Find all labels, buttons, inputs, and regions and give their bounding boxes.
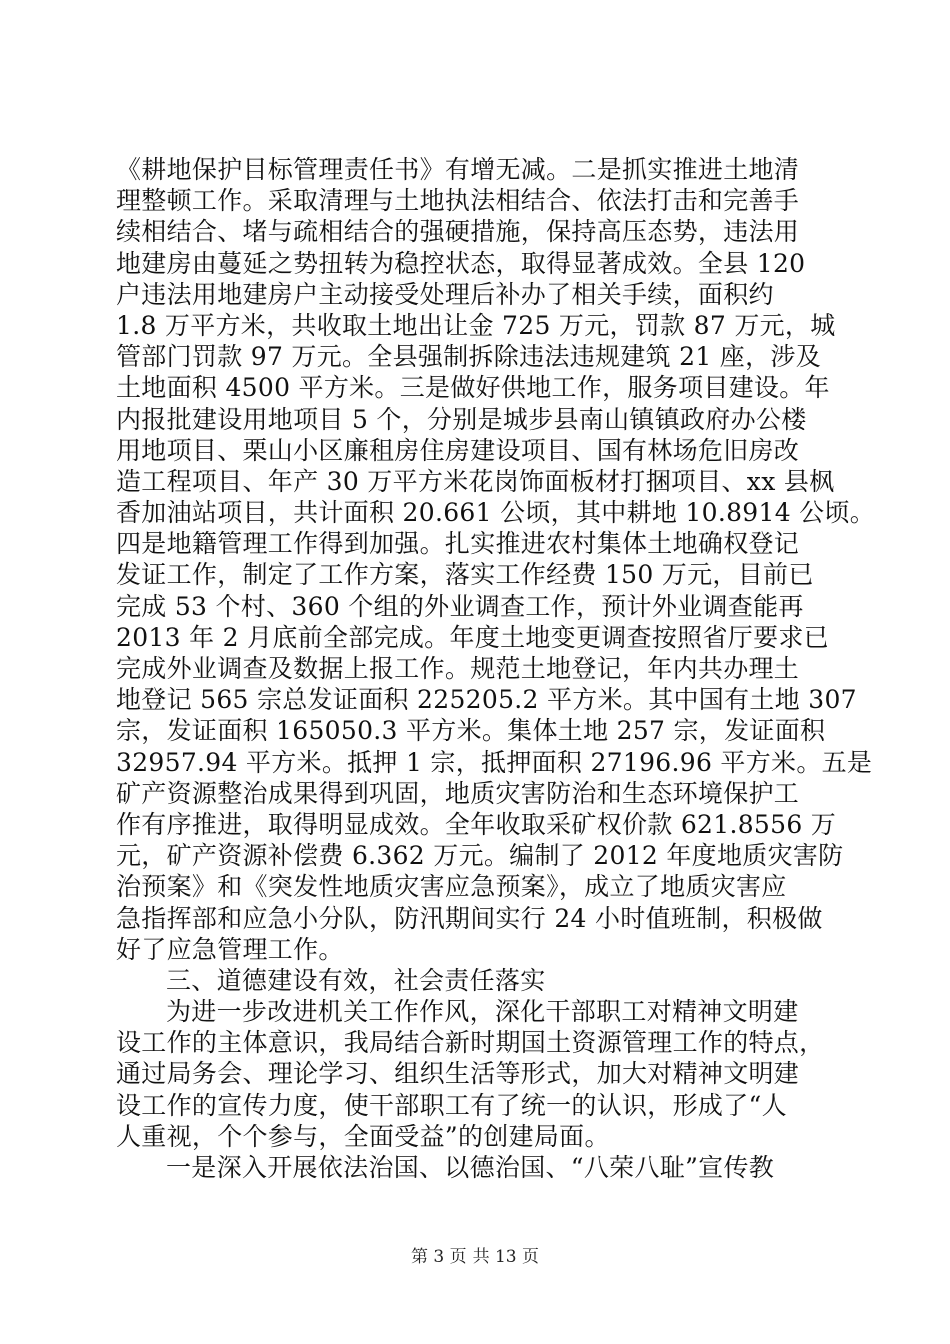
text-line: 续相结合、堵与疏相结合的强硬措施，保持高压态势，违法用 [116, 217, 800, 247]
paragraph-rule-of-law [116, 1152, 846, 1183]
text-line: 《耕地保护目标管理责任书》有增无减。二是抓实推进土地清 [116, 155, 800, 184]
page-footer [0, 1242, 950, 1267]
text-line: 矿产资源整治成果得到巩固，地质灾害防治和生态环境保护工 [116, 778, 800, 808]
document-body [116, 154, 876, 1183]
text-line: 香加油站项目，共计面积 20.661 公顷，其中耕地 10.8914 公顷。 [116, 498, 876, 528]
text-line: 地登记 565 宗总发证面积 225205.2 平方米。其中国有土地 307 [116, 685, 857, 715]
text-line: 管部门罚款 97 万元。全县强制拆除违法违规建筑 21 座，涉及 [116, 342, 822, 372]
text-line: 内报批建设用地项目 5 个，分别是城步县南山镇镇政府办公楼 [116, 404, 807, 434]
text-line: 元，矿产资源补偿费 6.362 万元。编制了 2012 年度地质灾害防 [116, 841, 844, 871]
text-line: 理整顿工作。采取清理与土地执法相结合、依法打击和完善手 [116, 186, 800, 216]
text-line: 一是深入开展依法治国、以德治国、“八荣八耻”宣传教 [166, 1153, 775, 1182]
text-line: 32957.94 平方米。抵押 1 宗，抵押面积 27196.96 平方米。五是 [116, 747, 873, 777]
text-line: 1.8 万平方米，共收取土地出让金 725 万元，罚款 87 万元，城 [116, 310, 836, 340]
section-heading: 三、道德建设有效，社会责任落实 [166, 965, 546, 995]
text-line: 通过局务会、理论学习、组织生活等形式，加大对精神文明建 [116, 1059, 800, 1089]
text-line: 完成外业调查及数据上报工作。规范土地登记，年内共办理土 [116, 654, 800, 683]
page-number: 第 3 页 [410, 1247, 467, 1267]
text-line: 发证工作，制定了工作方案，落实工作经费 150 万元，目前已 [116, 560, 814, 590]
text-line: 地建房由蔓延之势扭转为稳控状态，取得显著成效。全县 120 [116, 248, 806, 278]
page-total: 共 13 页 [472, 1247, 540, 1267]
text-line: 设工作的宣传力度，使干部职工有了统一的认识，形成了“人 [116, 1090, 787, 1120]
text-line: 用地项目、栗山小区廉租房住房建设项目、国有林场危旧房改 [116, 435, 800, 465]
text-line: 作有序推进，取得明显成效。全年收取采矿权价款 621.8556 万 [116, 809, 837, 839]
text-line: 治预案》和《突发性地质灾害应急预案》，成立了地质灾害应 [116, 872, 787, 902]
text-line: 2013 年 2 月底前全部完成。年度土地变更调查按照省厅要求已 [116, 622, 829, 652]
text-line: 土地面积 4500 平方米。三是做好供地工作，服务项目建设。年 [116, 373, 830, 403]
text-line: 人重视，个个参与，全面受益”的创建局面。 [116, 1121, 610, 1151]
text-line: 户违法用地建房户主动接受处理后补办了相关手续，面积约 [116, 279, 774, 309]
text-line: 好了应急管理工作。 [116, 934, 344, 964]
paragraph-moral-construction [116, 996, 846, 1152]
text-line: 急指挥部和应急小分队，防汛期间实行 24 小时值班制，积极做 [116, 903, 823, 933]
paragraph-land-management [116, 154, 876, 965]
text-line: 为进一步改进机关工作作风，深化干部职工对精神文明建 [166, 997, 799, 1027]
text-line: 造工程项目、年产 30 万平方米花岗饰面板材打捆项目、xx 县枫 [116, 466, 835, 496]
text-line: 宗，发证面积 165050.3 平方米。集体土地 257 宗，发证面积 [116, 716, 826, 746]
text-line: 设工作的主体意识，我局结合新时期国土资源管理工作的特点， [116, 1028, 825, 1058]
text-line: 完成 53 个村、360 个组的外业调查工作，预计外业调查能再 [116, 591, 804, 621]
text-line: 四是地籍管理工作得到加强。扎实推进农村集体土地确权登记 [116, 529, 800, 559]
